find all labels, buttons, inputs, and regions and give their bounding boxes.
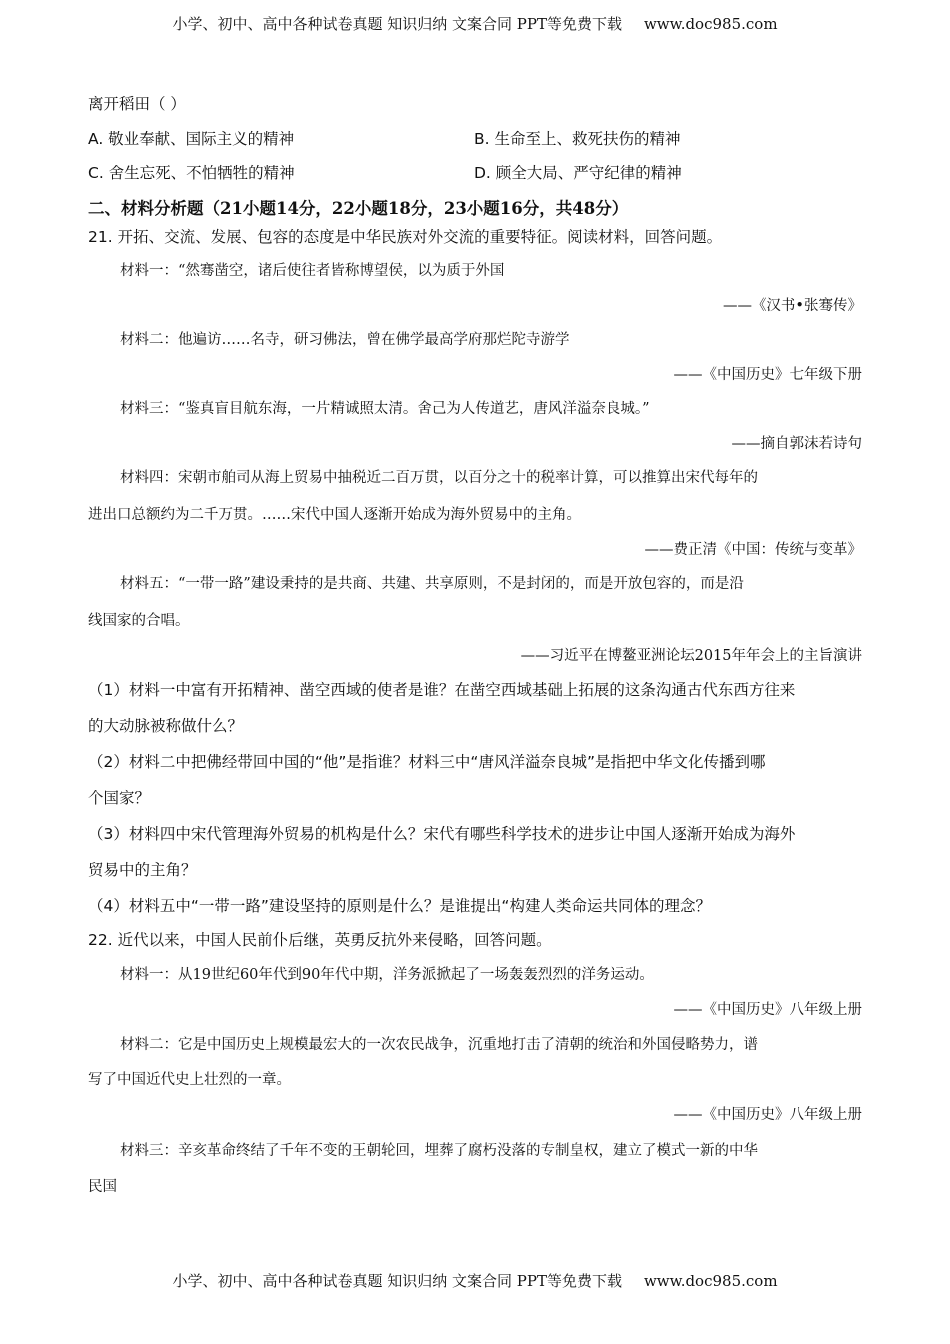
q20-stem-tail: 离开稻田（ ） (88, 95, 186, 113)
q20-option-d: D. 顾全大局、严守纪律的精神 (474, 164, 682, 182)
q21-material-1-source: ——《汉书•张骞传》 (722, 298, 862, 314)
page-header (0, 13, 950, 34)
footer-text: 小学、初中、高中各种试卷真题 知识归纳 文案合同 PPT等免费下载 (172, 1272, 622, 1290)
q22-material-2-source: ——《中国历史》八年级上册 (673, 1107, 862, 1123)
q21-question-3-line-1: （3）材料四中宋代管理海外贸易的机构是什么？宋代有哪些科学技术的进步让中国人逐渐开始成为海外 (88, 825, 796, 843)
q21-stem: 21. 开拓、交流、发展、包容的态度是中华民族对外交流的重要特征。阅读材料，回答问题。 (88, 228, 723, 246)
q21-question-1-line-1: （1）材料一中富有开拓精神、凿空西域的使者是谁？在凿空西域基础上拓展的这条沟通古代东西方往来 (88, 681, 796, 699)
footer-site-link[interactable]: www.doc985.com (643, 1272, 778, 1290)
q22-material-1: 材料一：从19世纪60年代到90年代中期，洋务派掀起了一场轰轰烈烈的洋务运动。 (120, 967, 654, 983)
q22-stem: 22. 近代以来，中国人民前仆后继，英勇反抗外来侵略，回答问题。 (88, 931, 552, 949)
q21-question-1-line-2: 的大动脉被称做什么？ (88, 717, 244, 735)
q21-material-4-line-1: 材料四：宋朝市舶司从海上贸易中抽税近二百万贯，以百分之十的税率计算，可以推算出宋代每年的 (120, 470, 758, 486)
header-site-link[interactable]: www.doc985.com (643, 15, 778, 33)
q21-question-3-line-2: 贸易中的主角？ (88, 861, 197, 879)
q20-option-b: B. 生命至上、救死扶伤的精神 (474, 130, 681, 148)
q21-question-4: （4）材料五中“一带一路”建设坚持的原则是什么？是谁提出“构建人类命运共同体的理念？ (88, 897, 711, 915)
q22-material-1-source: ——《中国历史》八年级上册 (673, 1002, 862, 1018)
q22-material-3-line-2: 民国 (88, 1179, 117, 1195)
q21-material-3: 材料三：“鉴真盲目航东海，一片精诚照太清。舍己为人传道艺，唐风洋溢奈良城。” (120, 401, 650, 417)
q21-question-2-line-2: 个国家？ (88, 789, 151, 807)
page-footer (0, 1270, 950, 1291)
section-2-title: 二、材料分析题（21小题14分，22小题18分，23小题16分，共48分） (88, 199, 629, 218)
q22-material-2-line-2: 写了中国近代史上壮烈的一章。 (88, 1072, 291, 1088)
q21-material-1: 材料一：“然骞凿空，诸后使往者皆称博望侯，以为质于外国 (120, 263, 505, 279)
q21-material-5-source: ——习近平在博鳌亚洲论坛2015年年会上的主旨演讲 (520, 648, 862, 664)
q21-material-3-source: ——摘自郭沫若诗句 (731, 436, 862, 452)
q21-material-5-line-1: 材料五：“一带一路”建设秉持的是共商、共建、共享原则，不是封闭的，而是开放包容的，而是沿 (120, 576, 744, 592)
q22-material-2-line-1: 材料二：它是中国历史上规模最宏大的一次农民战争，沉重地打击了清朝的统治和外国侵略势力，谱 (120, 1037, 758, 1053)
q21-material-2: 材料二：他遍访……名寺，研习佛法，曾在佛学最高学府那烂陀寺游学 (120, 332, 570, 348)
q22-material-3-line-1: 材料三：辛亥革命终结了千年不变的王朝轮回，埋葬了腐朽没落的专制皇权，建立了模式一新的中华 (120, 1143, 758, 1159)
q21-material-2-source: ——《中国历史》七年级下册 (673, 367, 862, 383)
q21-material-4-line-2: 进出口总额约为二千万贯。……宋代中国人逐渐开始成为海外贸易中的主角。 (88, 507, 581, 523)
q21-question-2-line-1: （2）材料二中把佛经带回中国的“他”是指谁？材料三中“唐风洋溢奈良城”是指把中华文化传播到哪 (88, 753, 766, 771)
q20-option-a: A. 敬业奉献、国际主义的精神 (88, 130, 295, 148)
q21-material-5-line-2: 线国家的合唱。 (88, 613, 190, 629)
q20-option-c: C. 舍生忘死、不怕牺牲的精神 (88, 164, 295, 182)
header-text: 小学、初中、高中各种试卷真题 知识归纳 文案合同 PPT等免费下载 (172, 15, 622, 33)
q21-material-4-source: ——费正清《中国：传统与变革》 (644, 542, 862, 558)
